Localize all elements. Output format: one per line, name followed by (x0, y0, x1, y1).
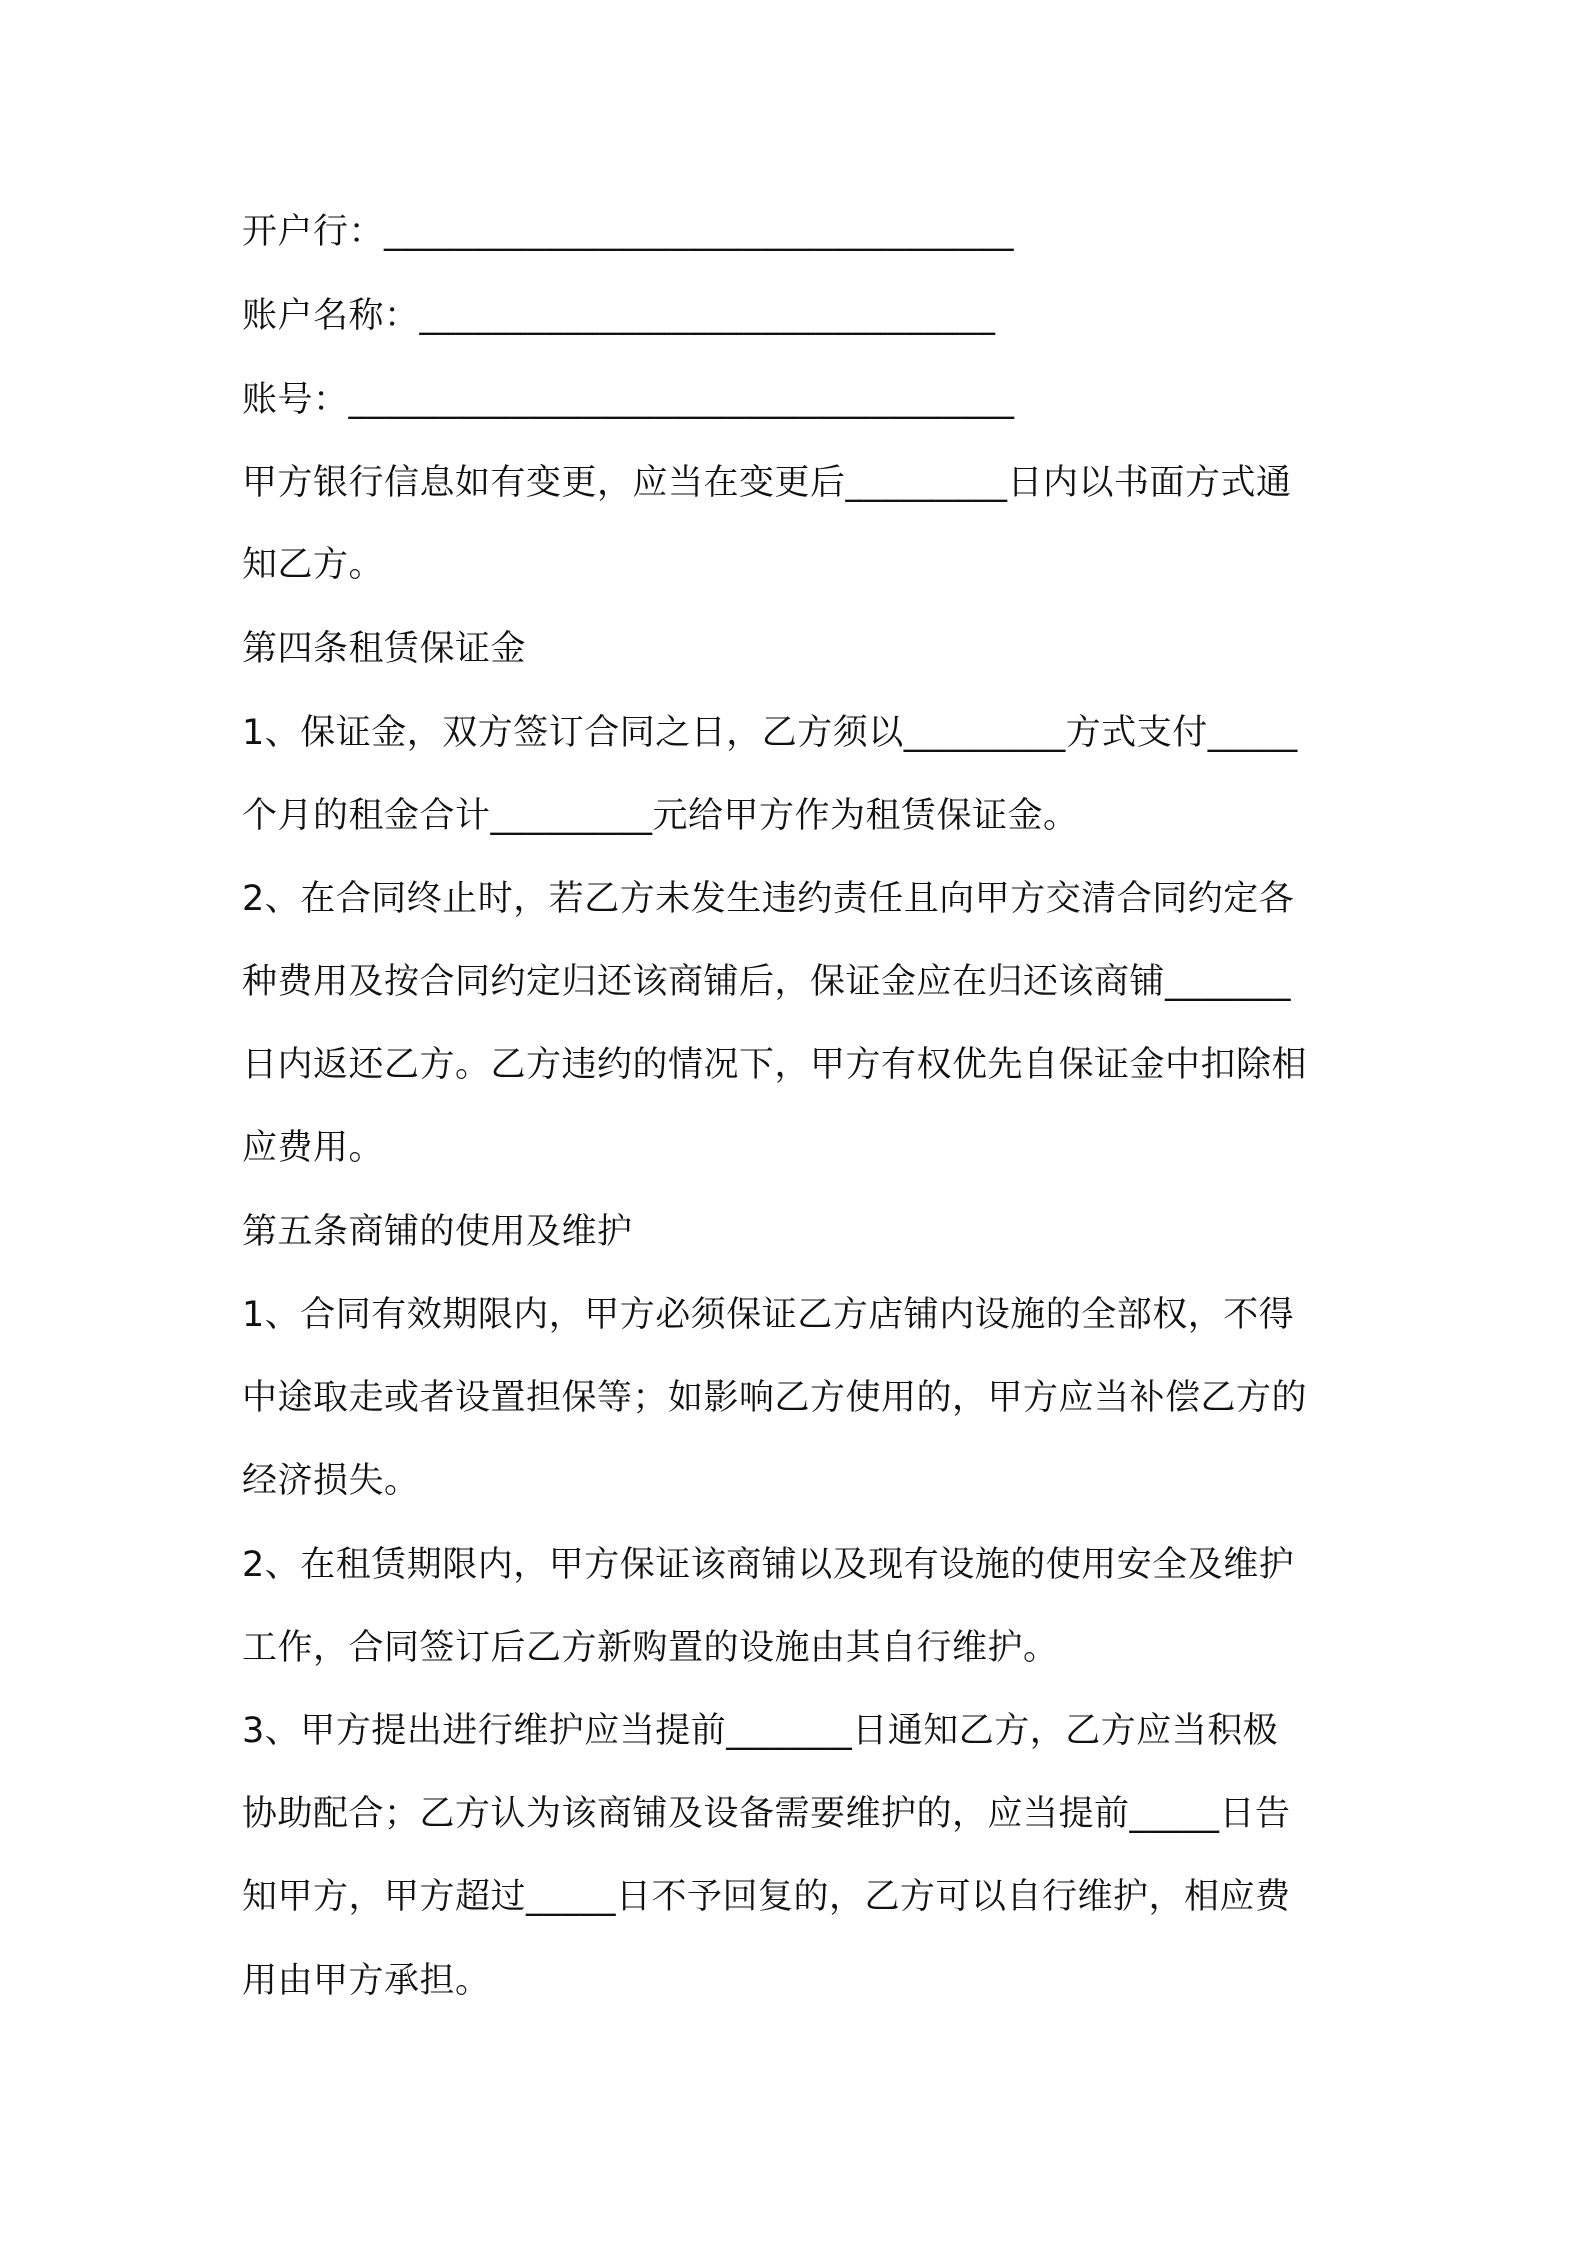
paragraph-line: 个月的租金合计_________元给甲方作为租赁保证金。 (242, 796, 1079, 836)
account-name-field: 账户名称：________________________________ (242, 296, 996, 336)
section-heading: 第四条租赁保证金 (242, 629, 527, 669)
paragraph-line: 1、保证金，双方签订合同之日，乙方须以_________方式支付_____ (242, 713, 1298, 753)
paragraph-line: 经济损失。 (242, 1461, 420, 1501)
paragraph-line: 中途取走或者设置担保等；如影响乙方使用的，甲方应当补偿乙方的 (242, 1378, 1308, 1418)
paragraph-line: 知甲方，甲方超过_____日不予回复的，乙方可以自行维护，相应费 (242, 1877, 1291, 1917)
paragraph-line: 种费用及按合同约定归还该商铺后，保证金应在归还该商铺_______ (242, 962, 1292, 1002)
paragraph-line: 2、在合同终止时，若乙方未发生违约责任且向甲方交清合同约定各 (242, 879, 1295, 919)
paragraph-line: 工作，合同签订后乙方新购置的设施由其自行维护。 (242, 1628, 1059, 1668)
paragraph-line: 日内返还乙方。乙方违约的情况下，甲方有权优先自保证金中扣除相 (242, 1045, 1308, 1085)
paragraph-line: 协助配合；乙方认为该商铺及设备需要维护的，应当提前_____日告 (242, 1794, 1291, 1834)
paragraph-line: 3、甲方提出进行维护应当提前_______日通知乙方，乙方应当积极 (242, 1711, 1279, 1751)
section-heading: 第五条商铺的使用及维护 (242, 1212, 633, 1252)
bank-name-field: 开户行：___________________________________ (242, 212, 1015, 252)
paragraph-line: 应费用。 (242, 1128, 385, 1168)
paragraph-line: 1、合同有效期限内，甲方必须保证乙方店铺内设施的全部权，不得 (242, 1295, 1295, 1335)
paragraph-line: 2、在租赁期限内，甲方保证该商铺以及现有设施的使用安全及维护 (242, 1545, 1295, 1585)
paragraph-line: 知乙方。 (242, 545, 385, 585)
paragraph-line: 甲方银行信息如有变更，应当在变更后_________日内以书面方式通 (242, 463, 1292, 503)
account-number-field: 账号：_____________________________________ (242, 380, 1015, 420)
paragraph-line: 用由甲方承担。 (242, 1961, 491, 2001)
